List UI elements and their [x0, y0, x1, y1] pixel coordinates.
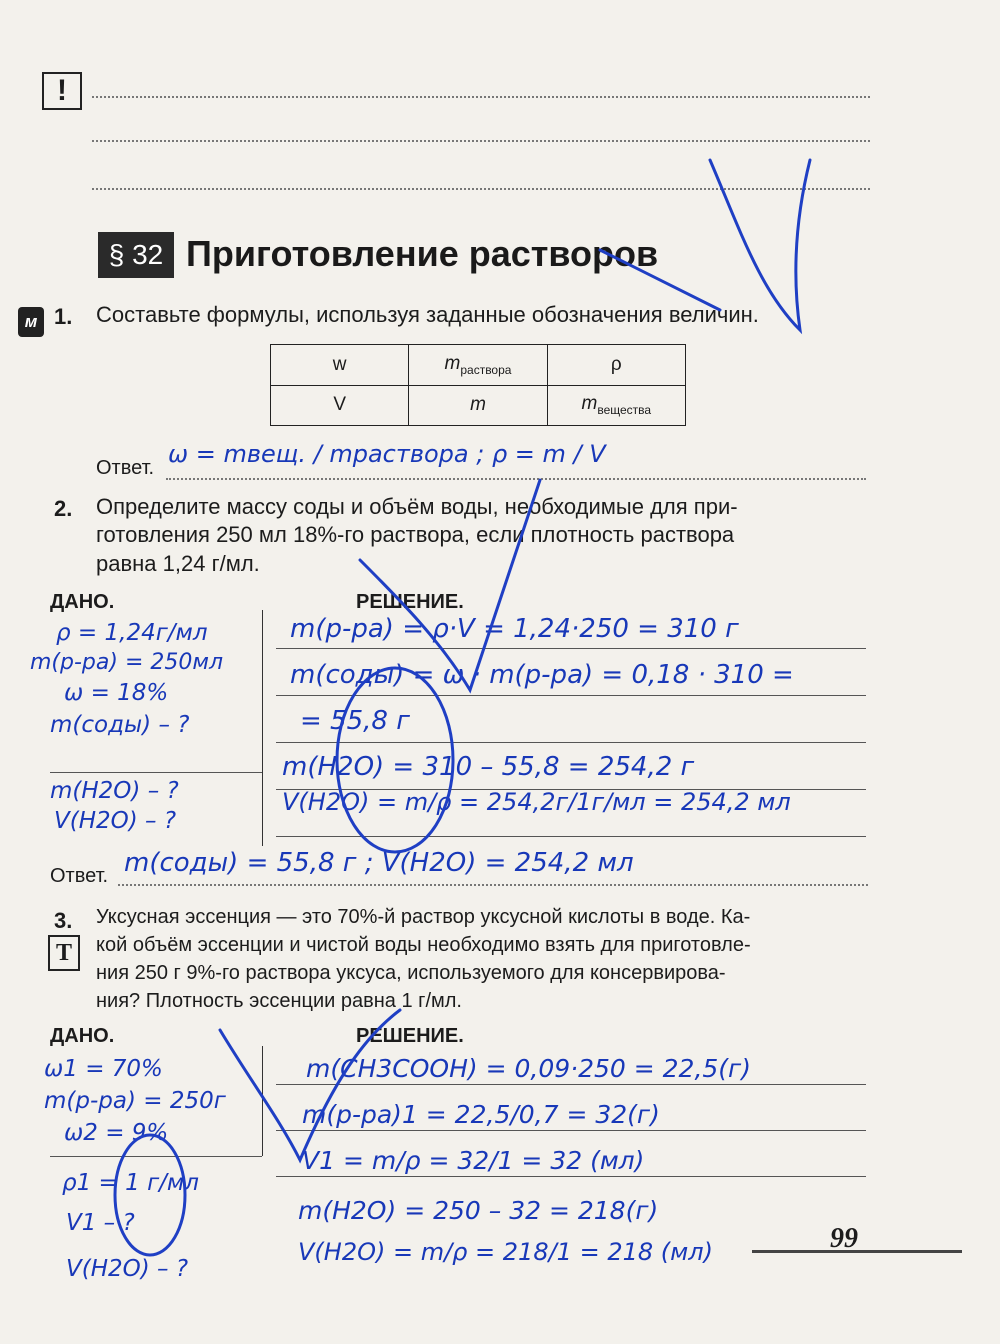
task3-given-label: ДАНО.: [50, 1025, 115, 1047]
task2-solution-line: m(р-ра) = ρ·V = 1,24·250 = 310 г: [290, 614, 739, 644]
task3-given-item: ω2 = 9%: [64, 1120, 169, 1146]
task2-solution-line: V(H2O) = m/ρ = 254,2г/1г/мл = 254,2 мл: [282, 788, 791, 816]
task3-given-item: V1 – ?: [66, 1210, 135, 1236]
task2-handwritten-answer: m(соды) = 55,8 г ; V(H2O) = 254,2 мл: [124, 848, 634, 878]
task2-solution-line: = 55,8 г: [300, 706, 410, 736]
task3-solution-line: V(H2O) = m/ρ = 218/1 = 218 (мл): [298, 1238, 713, 1266]
task2-given-item: V(H2O) – ?: [54, 808, 177, 834]
table-cell: w: [271, 345, 409, 386]
task3-given-item: m(р-ра) = 250г: [44, 1088, 226, 1114]
table-cell: $m_{раствора}$: [409, 345, 547, 386]
task2-given-item: ρ = 1,24г/мл: [56, 620, 208, 646]
pen-check-stroke: [360, 480, 540, 690]
task2-given-label: ДАНО.: [50, 591, 115, 613]
task2-given-item: m(р-ра) = 250мл: [30, 650, 224, 675]
task3-solution-line: m(р-ра)1 = 22,5/0,7 = 32(г): [302, 1100, 660, 1129]
task3-line: кой объём эссенции и чистой воды необходимо взять для приготовле-: [96, 934, 751, 956]
task2-line: равна 1,24 г/мл.: [96, 551, 260, 576]
task3-line: ния 250 г 9%-го раствора уксуса, используемого для консервирова-: [96, 962, 726, 984]
task2-answer-label: Ответ.: [50, 865, 109, 887]
page-number: 99: [830, 1223, 858, 1254]
section-title: Приготовление растворов: [186, 233, 659, 274]
task2-number: 2.: [54, 496, 73, 521]
pen-check-stroke: [220, 1010, 400, 1160]
task2-solution-line: m(соды) = ω · m(р-ра) = 0,18 · 310 =: [290, 660, 794, 690]
task2-given-item: ω = 18%: [64, 680, 169, 706]
task3-solution-line: m(CH3COOH) = 0,09·250 = 22,5(г): [306, 1054, 751, 1083]
table-cell: $m_{вещества}$: [547, 385, 685, 426]
task1-text: Составьте формулы, используя заданные обозначения величин.: [96, 302, 759, 327]
task3-solution-line: m(H2O) = 250 – 32 = 218(г): [298, 1196, 659, 1225]
task2-line: готовления 250 мл 18%-го раствора, если плотность раствора: [96, 522, 735, 547]
task1-answer-label: Ответ.: [96, 457, 155, 479]
task3-line: Уксусная эссенция — это 70%-й раствор уксусной кислоты в воде. Ка-: [96, 906, 751, 928]
task3-solution-label: РЕШЕНИЕ.: [356, 1025, 464, 1047]
table-cell: m: [409, 385, 547, 426]
task3-given-item: ω1 = 70%: [44, 1056, 163, 1082]
task2-line: Определите массу соды и объём воды, необходимые для при-: [96, 494, 738, 519]
pen-check-stroke: [600, 250, 720, 310]
task2-solution-label: РЕШЕНИЕ.: [356, 591, 464, 613]
table-cell: ρ: [547, 345, 685, 386]
pen-circle: [115, 1135, 185, 1255]
pen-check-stroke: [710, 160, 810, 330]
task3-solution-line: V1 = m/ρ = 32/1 = 32 (мл): [302, 1146, 645, 1175]
task2-given-item: m(соды) – ?: [50, 712, 190, 738]
method-marker-icon: м: [18, 307, 44, 337]
task2-given-item: m(H2O) – ?: [50, 778, 179, 804]
task1-handwritten-answer: ω = mвещ. / mраствора ; ρ = m / V: [168, 440, 606, 468]
pen-circle: [337, 668, 453, 852]
task1-number: 1.: [54, 304, 73, 329]
task3-given-item: ρ1 = 1 г/мл: [62, 1170, 199, 1196]
section-number-badge: § 32: [98, 232, 174, 278]
task3-given-item: V(H2O) – ?: [66, 1256, 189, 1282]
table-cell: V: [271, 385, 409, 426]
test-marker-icon: Т: [48, 935, 80, 971]
exclamation-box: !: [42, 72, 82, 110]
task3-line: ния? Плотность эссенции равна 1 г/мл.: [96, 990, 462, 1012]
task2-solution-line: m(H2O) = 310 – 55,8 = 254,2 г: [282, 752, 695, 782]
task3-number: 3.: [54, 908, 73, 933]
